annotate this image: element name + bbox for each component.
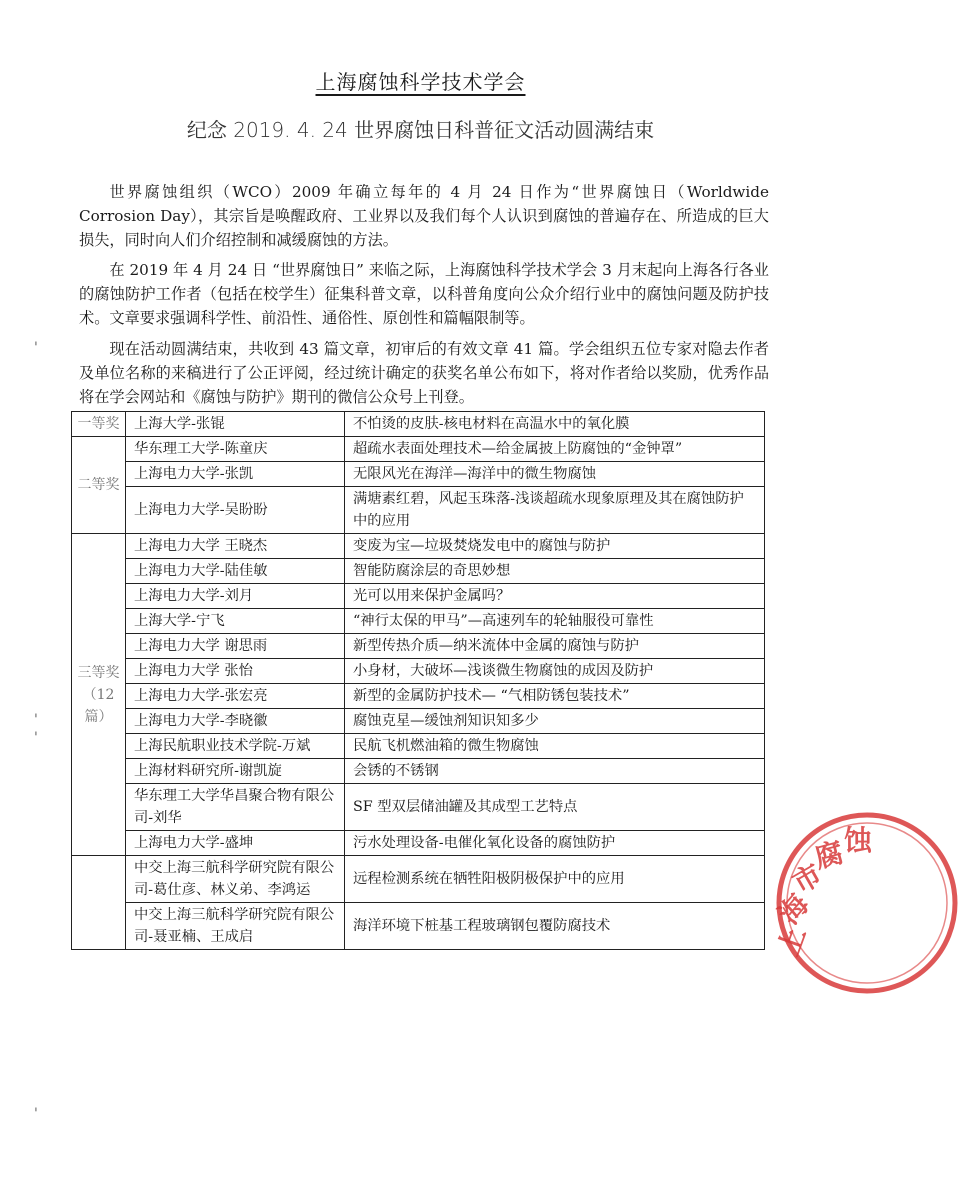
award-row [72,831,765,856]
award-article-title: 远程检测系统在牺牲阳极阴极保护中的应用 [345,856,765,903]
margin-mark: ' [34,340,38,356]
award-author: 上海电力大学-盛坤 [126,831,345,856]
award-article-title: 智能防腐涂层的奇思妙想 [345,559,765,584]
award-row [72,734,765,759]
award-author: 上海电力大学 王晓杰 [126,534,345,559]
award-author: 中交上海三航科学研究院有限公司-葛仕彦、林义弟、李鸿运 [126,856,345,903]
paragraph-results: 现在活动圆满结束，共收到 43 篇文章，初审后的有效文章 41 篇。学会组织五位专家对隐去作者及单位名称的来稿进行了公正评阅，经过统计确定的获奖名单公布如下，将对作者给以奖励，优秀作品将在学会网站和《腐蚀与防护》期刊的微信公众号上刊登。 [79,340,769,406]
award-author: 上海电力大学-张宏亮 [126,684,345,709]
svg-text:腐: 腐 [811,835,847,875]
award-article-title: 变废为宝—垃圾焚烧发电中的腐蚀与防护 [345,534,765,559]
award-article-title: 会锈的不锈钢 [345,759,765,784]
award-author: 上海电力大学-张凯 [126,462,345,487]
award-author: 中交上海三航科学研究院有限公司-聂亚楠、王成启 [126,903,345,950]
award-row [72,487,765,534]
award-author: 上海电力大学 张怡 [126,659,345,684]
svg-text:市: 市 [787,857,828,901]
award-article-title: 污水处理设备-电催化氧化设备的腐蚀防护 [345,831,765,856]
award-row [72,759,765,784]
svg-text:上: 上 [771,922,813,961]
svg-text:海: 海 [772,887,816,931]
award-row [72,412,765,437]
award-article-title: SF 型双层储油罐及其成型工艺特点 [345,784,765,831]
award-row [72,903,765,950]
award-row [72,634,765,659]
award-article-title: 小身材，大破坏—浅谈微生物腐蚀的成因及防护 [345,659,765,684]
award-article-title: 民航飞机燃油箱的微生物腐蚀 [345,734,765,759]
award-author: 上海电力大学-陆佳敏 [126,559,345,584]
official-seal-stamp [772,808,962,998]
award-author: 上海材料研究所-谢凯旋 [126,759,345,784]
award-row [72,709,765,734]
svg-text:蚀: 蚀 [844,824,873,857]
award-author: 上海电力大学-刘月 [126,584,345,609]
award-article-title: 满塘素红碧，风起玉珠落-浅谈超疏水现象原理及其在腐蚀防护中的应用 [345,487,765,534]
award-row [72,559,765,584]
margin-mark: ' [34,1106,38,1122]
award-article-title: 新型的金属防护技术— “气相防锈包装技术” [345,684,765,709]
document-subtitle: 纪念 2019. 4. 24 世界腐蚀日科普征文活动圆满结束 [186,118,655,142]
award-article-title: 超疏水表面处理技术—给金属披上防腐蚀的“金钟罩” [345,437,765,462]
award-tier-label: 二等奖 [72,437,126,534]
award-tier-label: 三等奖（12篇） [72,534,126,856]
title-text: 上海腐蚀科学技术学会 [315,70,526,94]
award-tier-label: 一等奖 [72,412,126,437]
award-row [72,684,765,709]
award-author: 上海民航职业技术学院-万斌 [126,734,345,759]
award-article-title: 海洋环境下桩基工程玻璃钢包覆防腐技术 [345,903,765,950]
award-row [72,534,765,559]
award-author: 上海大学-张锟 [126,412,345,437]
award-author: 上海电力大学-吴盼盼 [126,487,345,534]
award-article-title: 光可以用来保护金属吗？ [345,584,765,609]
award-article-title: 不怕烫的皮肤-核电材料在高温水中的氧化膜 [345,412,765,437]
award-row [72,462,765,487]
award-author: 上海电力大学-李晓徽 [126,709,345,734]
margin-mark: ' [34,730,38,746]
margin-mark: ' [34,712,38,728]
award-tier-label [72,856,126,950]
paragraph-intro: 世界腐蚀组织（WCO）2009 年确立每年的 4 月 24 日作为“世界腐蚀日（Worldwide Corrosion Day），其宗旨是唤醒政府、工业界以及我们每个人认识到腐蚀的普遍存在、所造成的巨大损失，同时向人们介绍控制和减缓腐蚀的方法。 [79,183,769,249]
award-row [72,584,765,609]
paragraph-call-for-papers: 在 2019 年 4 月 24 日 “世界腐蚀日” 来临之际，上海腐蚀科学技术学会 3 月末起向上海各行各业的腐蚀防护工作者（包括在校学生）征集科普文章，以科普角度向公众介绍行业中的腐蚀问题及防护技术。文章要求强调科学性、前沿性、通俗性、原创性和篇幅限制等。 [79,261,769,327]
award-article-title: 无限风光在海洋—海洋中的微生物腐蚀 [345,462,765,487]
award-author: 华东理工大学华昌聚合物有限公司-刘华 [126,784,345,831]
award-row [72,784,765,831]
document-title [0,66,841,95]
award-article-title: “神行太保的甲马”—高速列车的轮轴服役可靠性 [345,609,765,634]
award-article-title: 腐蚀克星—缓蚀剂知识知多少 [345,709,765,734]
awards-table [71,411,765,950]
award-row [72,856,765,903]
award-author: 上海电力大学 谢思雨 [126,634,345,659]
award-row [72,609,765,634]
award-row [72,659,765,684]
award-row [72,437,765,462]
award-author: 华东理工大学-陈童庆 [126,437,345,462]
award-article-title: 新型传热介质—纳米流体中金属的腐蚀与防护 [345,634,765,659]
awards-table-body [72,412,765,950]
award-author: 上海大学-宁飞 [126,609,345,634]
